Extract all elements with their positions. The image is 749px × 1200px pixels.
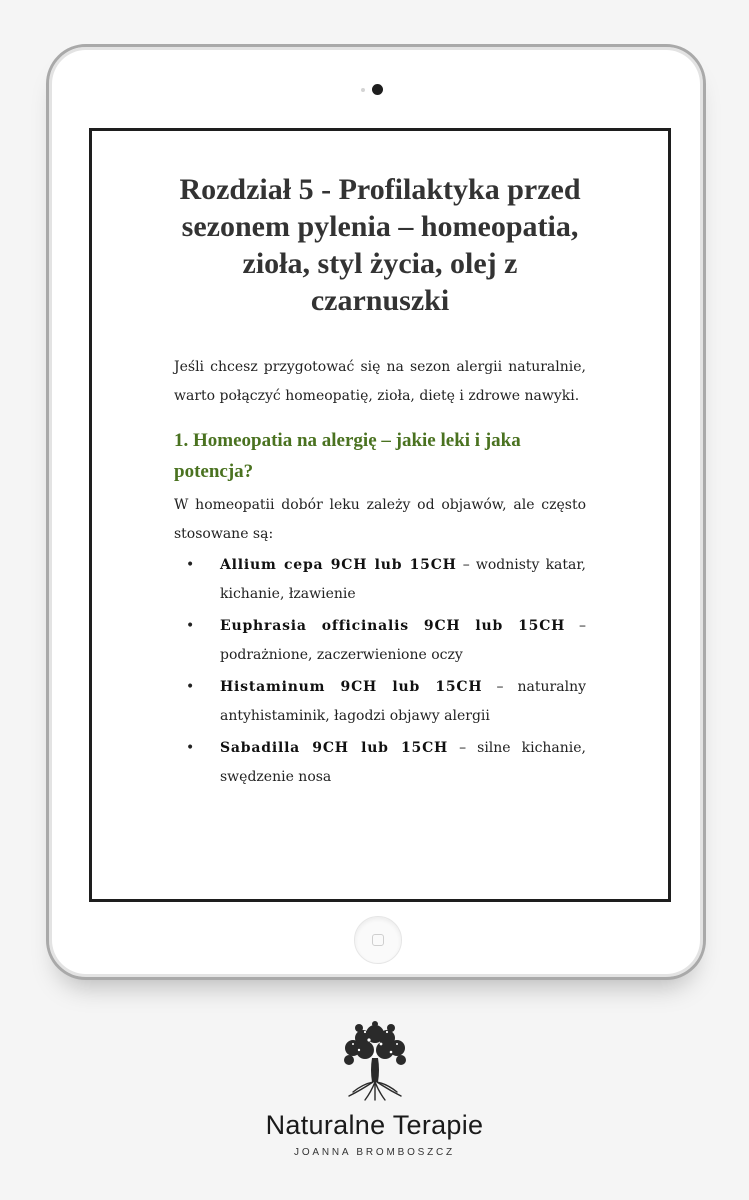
list-item xyxy=(174,612,586,670)
home-button[interactable] xyxy=(354,916,402,964)
list-item xyxy=(174,673,586,731)
brand-name: Naturalne Terapie xyxy=(265,1110,484,1140)
section-heading: 1. Homeopatia na alergię – jakie leki i jaka potencja? xyxy=(174,430,521,482)
remedy-description: – podrażnione, zaczerwienione oczy xyxy=(220,618,587,663)
bullet: • xyxy=(186,740,195,756)
bullet: • xyxy=(186,618,195,634)
remedy-name: Allium cepa 9CH lub 15CH xyxy=(220,557,457,573)
tablet-screen xyxy=(89,128,671,902)
intro-paragraph: Jeśli chcesz przygotować się na sezon alergii naturalnie, warto połączyć homeopatię, zioła, dietę i zdrowe nawyki. xyxy=(174,359,586,404)
remedy-description: – silne kichanie, swędzenie nosa xyxy=(220,740,586,785)
sensor-dot xyxy=(361,88,365,92)
list-item xyxy=(174,551,586,609)
section-paragraph: W homeopatii dobór leku zależy od objawów, ale często stosowane są: xyxy=(174,497,586,542)
ebook-page xyxy=(174,171,586,795)
tablet-mockup xyxy=(46,44,706,980)
remedy-description: – wodnisty katar, kichanie, łzawienie xyxy=(220,557,586,602)
tree-logo-icon xyxy=(335,1020,415,1102)
remedy-list xyxy=(174,551,586,792)
remedy-name: Euphrasia officinalis 9CH lub 15CH xyxy=(220,618,566,634)
list-item xyxy=(174,734,586,792)
bullet: • xyxy=(186,679,195,695)
remedy-name: Sabadilla 9CH lub 15CH xyxy=(220,740,449,756)
brand-author: JOANNA BROMBOSZCZ xyxy=(294,1147,455,1158)
remedy-description: – naturalny antyhistaminik, łagodzi objawy alergii xyxy=(220,679,586,724)
home-square-icon xyxy=(372,934,384,946)
chapter-title: Rozdział 5 - Profilaktyka przed sezonem pylenia – homeopatia, zioła, styl życia, olej z czarnuszki xyxy=(179,173,581,317)
bullet: • xyxy=(186,557,195,573)
remedy-name: Histaminum 9CH lub 15CH xyxy=(220,679,483,695)
camera-icon xyxy=(372,84,383,95)
brand-logo xyxy=(0,1020,749,1158)
